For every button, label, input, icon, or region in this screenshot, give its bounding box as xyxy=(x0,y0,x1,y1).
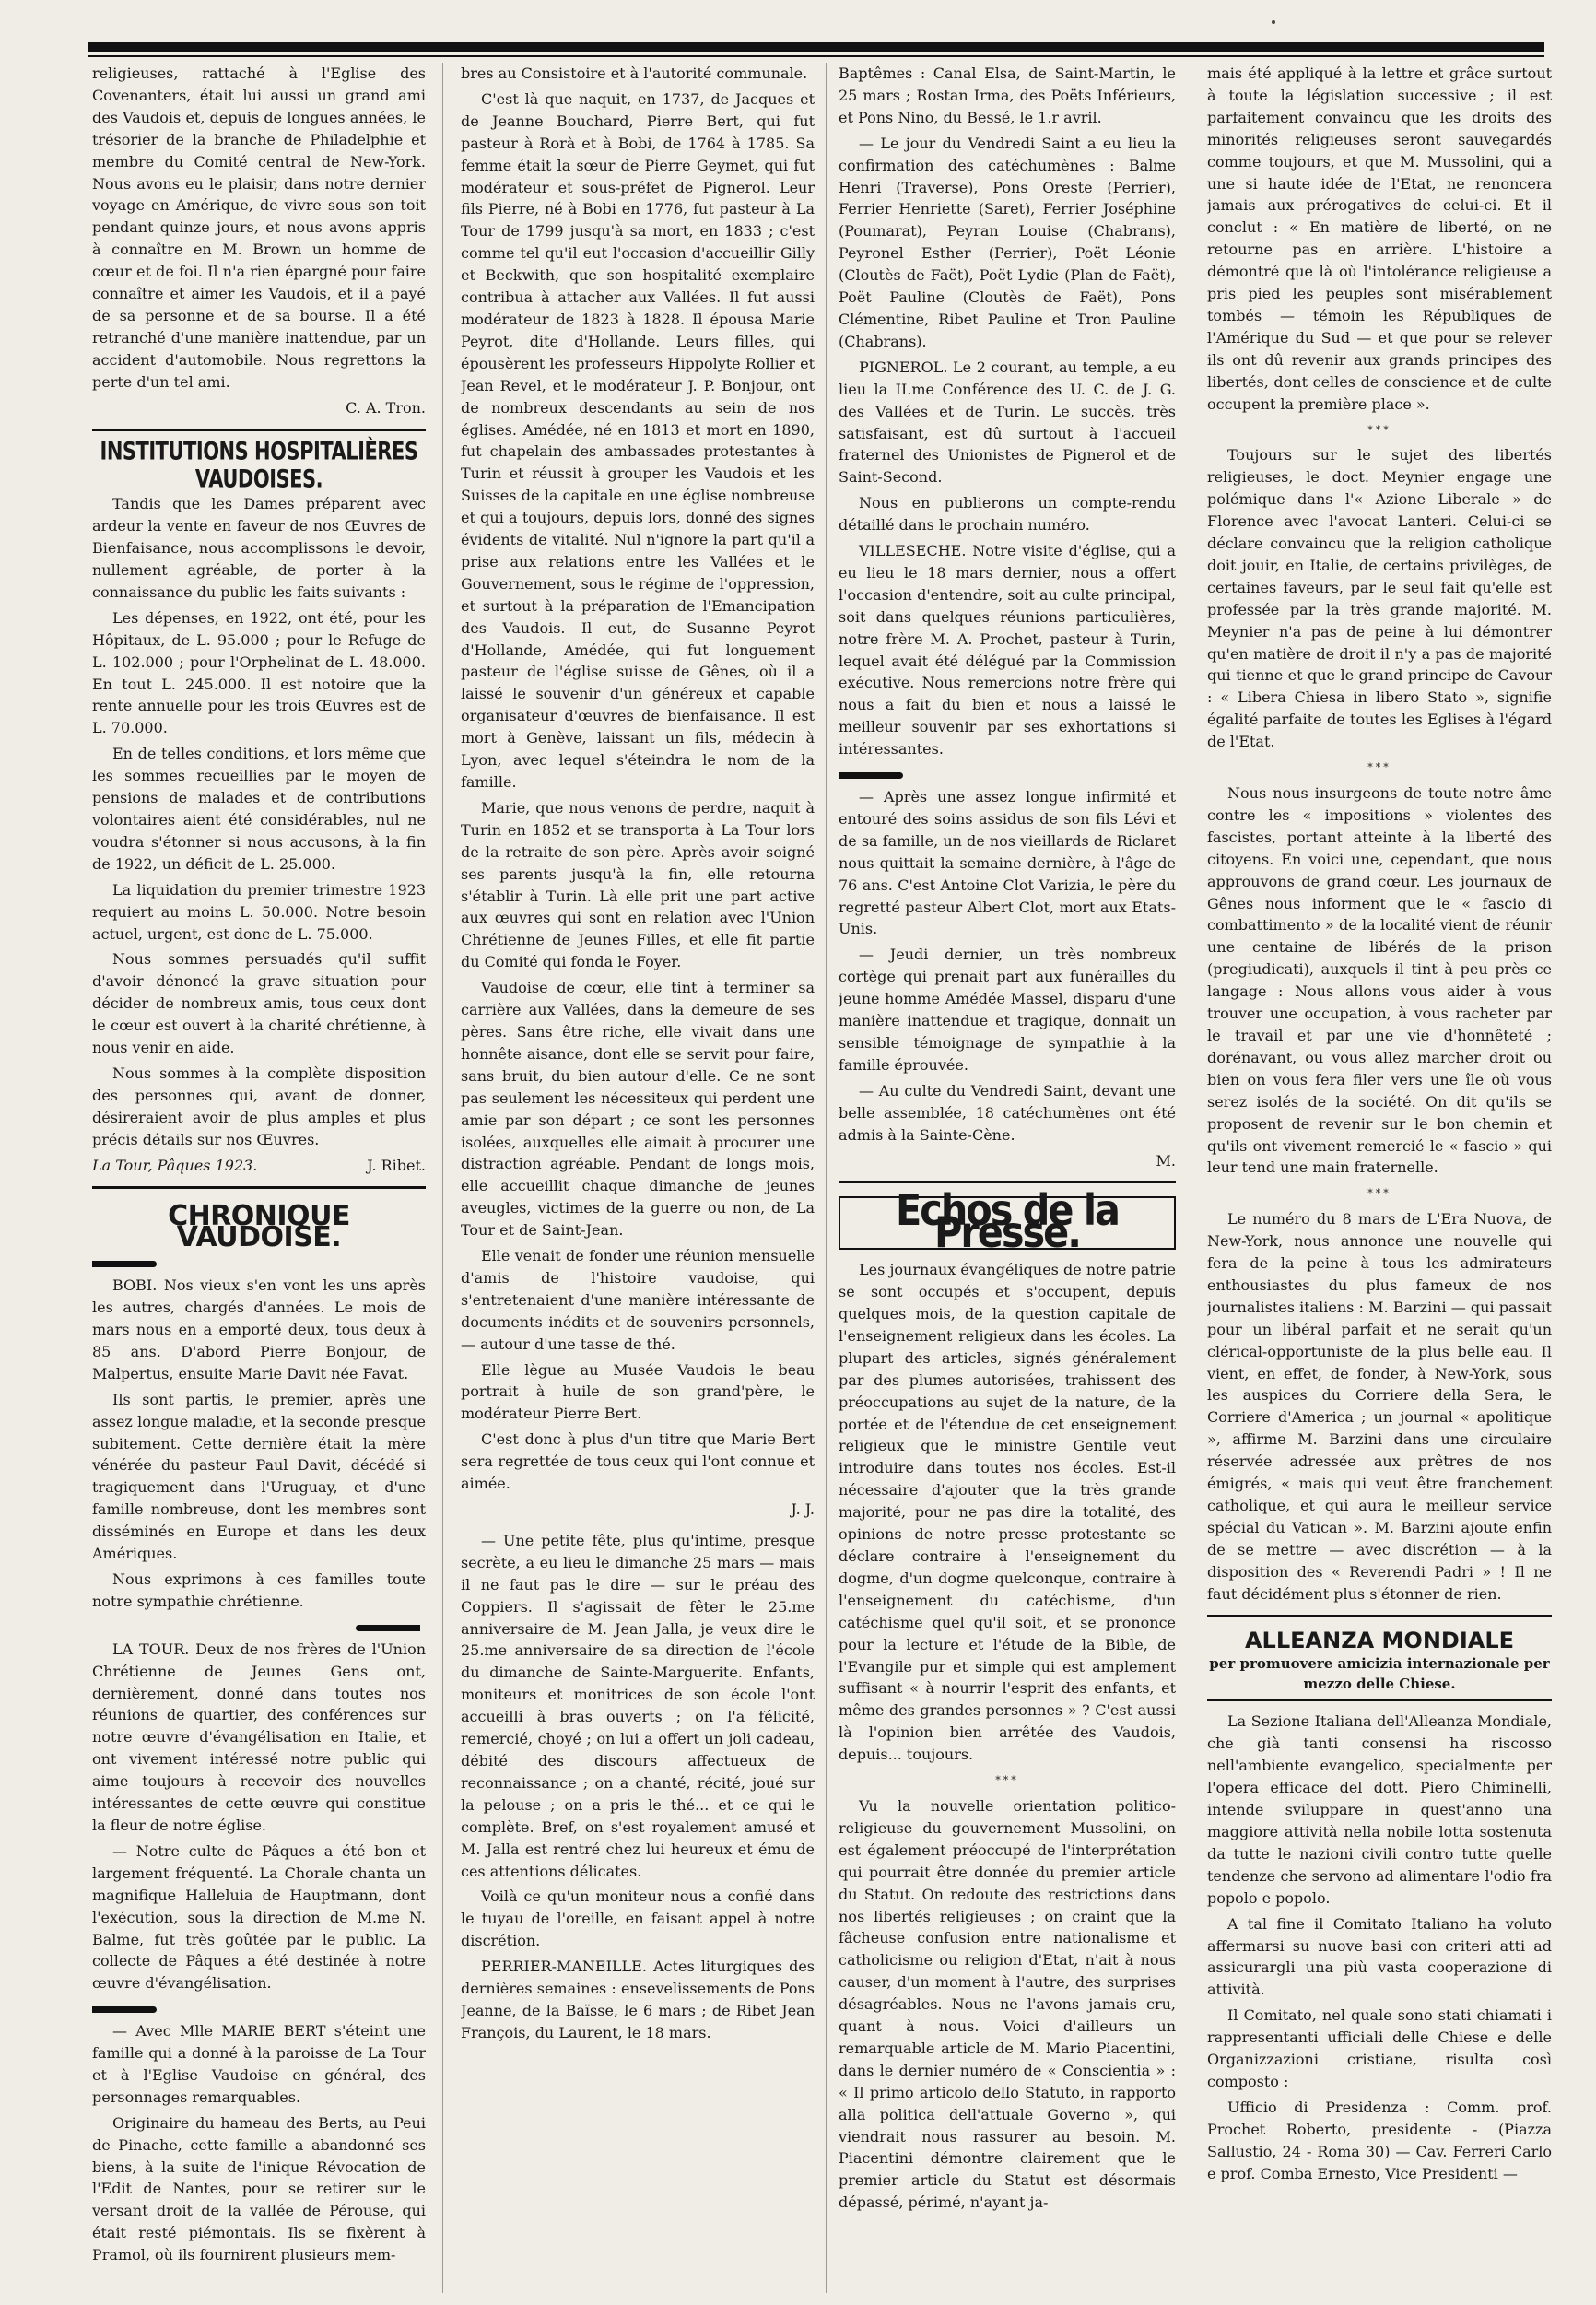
paragraph: Vaudoise de cœur, elle tint à terminer sa carrière aux Vallées, dans la demeure de ses pères. Sans être riche, elle vivait dans une honnête aisance, dont elle se servit pour faire, sans bruit, du bien autour d'elle. Ce ne sont pas seulement les nécessiteux qui perdent une amie par son départ ; ce sont les personnes isolées, auxquelles elle aimait à procurer une distraction agréable. Pendant de longs mois, elle accueillit chaque dimanche de jeunes aveugles, victimes de la guerre ou non, de La Tour et de Saint-Jean. xyxy=(461,979,815,1240)
ornament-mark xyxy=(839,764,1176,786)
paragraph: Vu la nouvelle orientation politico-religieuse du gouvernement Mussolini, on est également préoccupé de l'interprétation qui pourrait être donnée du premier article du Statut. On redoute des restrictions dans nos libertés religieuses ; on craint que la fâcheuse confusion entre nationalisme et catholicisme ou religion d'Etat, n'ait à nous causer, d'un moment à l'autre, des surprises désagréables. Nous ne l'avons jamais cru, quant à nous. Voici d'ailleurs un remarquable article de M. Mario Piacentini, dans le dernier numéro de « Conscientia » : « Il primo articolo dello Statuto, in rapporto alla politica dell'attuale Governo », qui viendrait nous rassurer au besoin. M. Piacentini démontre clairement que le premier article du Statut est désormais dépassé, périmé, n'ayant ja- xyxy=(839,1796,1176,2212)
paragraph: — Notre culte de Pâques a été bon et largement fréquenté. La Chorale chanta un magnifique Halleluia de Hauptmann, dont l'exécution, sous la direction de M.me N. Balme, fut très goûtée par le public. La collecte de Pâques a été destinée à notre œuvre d'évangélisation. xyxy=(92,1841,426,1993)
separator-stars: *** xyxy=(995,1774,1019,1787)
paragraph: A tal fine il Comitato Italiano ha voluto affermarsi su nuove basi con criteri atti ad assicurargli una più vasta cooperazione di attività. xyxy=(1207,1914,1552,1999)
paragraph: C'est là que naquit, en 1737, de Jacques et de Jeanne Bouchard, Pierre Bert, qui fut pasteur à Rorà et à Bobi, de 1764 à 1785. Sa femme était la sœur de Pierre Geymet, qui fut modérateur et sous-préfet de Pignerol. Leur fils Pierre, né à Bobi en 1776, fut pasteur à La Tour de 1799 jusqu'à sa mort, en 1833 ; c'est comme tel qu'il eut l'occasion d'accueillir Gilly et Beckwith, que son hospitalité exemplaire contribua à attacher aux Vallées. Il fut aussi modérateur de 1823 à 1828. Il épousa Marie Peyrot, dite d'Hollande. Leurs filles, qui épousèrent les professeurs Hippolyte Rollier et Jean Revel, et le modérateur J. P. Bonjour, ont de nombreux descendants au sein de nos églises. Amédée, né en 1813 et mort en 1890, fut chapelain des ambassades protestantes à Turin et réussit à grouper les Vaudois et les Suisses de la capitale en une église nombreuse et qui a toujours, depuis lors, donné des signes évidents de vitalité. Nul n'ignore la part qu'il a prise aux relations entre les Vallées et le Gouvernement, sous le régime de l'oppression, et surtout à la préparation de l'Emancipation des Vaudois. Il eut, de Susanne Peyrot d'Hollande, Amédée, qui fut longuement pasteur de l'église suisse de Gênes, où il a laissé le souvenir d'un généreux et capable organisateur d'œuvres de bienfaisance. Il est mort à Genève, laissant un fils, médecin à Lyon, avec lequel s'éteindra le nom de la famille. xyxy=(461,89,815,791)
section-rule xyxy=(1207,1699,1552,1701)
place-date: La Tour, Pâques 1923. xyxy=(92,1156,258,1174)
paragraph: Nous en publierons un compte-rendu détaillé dans le prochain numéro. xyxy=(839,494,1176,535)
ink-speck xyxy=(1272,20,1275,24)
paragraph: Le numéro du 8 mars de L'Era Nuova, de New-York, nous annonce une nouvelle qui fera de la peine à tous les admirateurs enthousiastes du plus fameux de nos journalistes italiens : M. Barzini — qui passait pour un libéral parfait et ne serait qu'un clérical-opportuniste de la plus belle eau. Il vient, en effet, de fonder, à New-York, sous les auspices du Corriere della Sera, le Corriere d'America ; un journal « apolitique », affirme M. Barzini dans une circulaire réservée adressée aux prêtres de nos émigrés, « mais qui veut être franchement catholique, et qui aura le meilleur service spécial du Vatican ». M. Barzini ajoute enfin de se mettre — avec discrétion — à la disposition des « Reverendi Padri » ! Il ne faut décidément plus s'étonner de rien. xyxy=(1207,1210,1552,1603)
echos-heading: Echos de la Presse. xyxy=(839,1196,1176,1250)
ornament-mark xyxy=(92,1998,426,2020)
paragraph: C'est donc à plus d'un titre que Marie Bert sera regrettée de tous ceux qui l'ont connue et aimée. xyxy=(461,1430,815,1493)
paragraph: Nous sommes persuadés qu'il suffit d'avoir dénoncé la grave situation pour décider de nombreux amis, tous ceux dont le cœur est ouvert à la charité chrétienne, à nous venir en aide. xyxy=(92,950,426,1057)
paragraph: Les journaux évangéliques de notre patrie se sont occupés et s'occupent, depuis quelques mois, de la question capitale de l'enseignement religieux dans les écoles. La plupart des articles, signés généralement par des plumes autorisées, trahissent des préoccupations au sujet de la nature, de la portée et de l'étendue de cet enseignement religieux que le ministre Gentile veut introduire dans toutes nos écoles. Est-il nécessaire d'ajouter que la très grande majorité, pour ne pas dire la totalité, des opinions de notre presse protestante se déclare contraire à l'enseignement du dogme, d'un dogme quelconque, contraire à l'enseignement du catéchisme, d'un catéchisme quel qu'il soit, et se prononce pour la lecture et l'étude de la Bible, de l'Evangile pur et simple qui est amplement suffisant « à nourrir l'esprit des enfants, et même des grandes personnes » ? C'est aussi là l'opinion bien arrêtée des Vaudois, depuis... toujours. xyxy=(839,1261,1176,1764)
signature-tron: C. A. Tron. xyxy=(346,398,426,417)
signature-jj: J. J. xyxy=(791,1500,815,1518)
paragraph: — Une petite fête, plus qu'intime, presque secrète, a eu lieu le dimanche 25 mars — mais il ne faut pas le dire — sur le préau des Coppiers. Il s'agissait de fêter le 25.me anniversaire de M. Jean Jalla, je veux dire le 25.me anniversaire de sa direction de l'école du dimanche de Sainte-Marguerite. Enfants, moniteurs et monitrices de son école l'ont accueilli à bras ouverts ; on l'a félicité, remercié, choyé ; on lui a offert un joli cadeau, débité des discours affectueux de reconnaissance ; on a chanté, récité, joué sur la pelouse ; on a pris le thé... et ce qui le complète. Bref, on s'est royalement amusé et M. Jalla est rentré chez lui heureux et ému de ces attentions délicates. xyxy=(461,1531,815,1880)
column-1 xyxy=(92,63,426,2293)
paragraph: Elle lègue au Musée Vaudois le beau portrait à huile de son grand'père, le modérateur Pierre Bert. xyxy=(461,1360,815,1423)
paragraph: Nous exprimons à ces familles toute notre sympathie chrétienne. xyxy=(92,1570,426,1610)
signature-m: M. xyxy=(1156,1151,1176,1170)
brown-obituary: religieuses, rattaché à l'Eglise des Covenanters, était lui aussi un grand ami des Vaudois et, depuis de longues années, le trésorier de la branche de Philadelphie et membre du Comité central de New-York. Nous avons eu le plaisir, dans notre dernier voyage en Amérique, de vivre sous son toit pendant quinze jours, et nous avons appris à connaître en M. Brown un homme de cœur et de foi. Il n'a rien épargné pour faire connaître et aimer les Vaudois, et il a payé de sa personne et de sa bourse. Il a été retranché d'une manière inattendue, par un accident d'automobile. Nous regrettons la perte d'un tel ami. xyxy=(92,65,426,391)
chronique-heading: CHRONIQUE VAUDOISE. xyxy=(168,1199,350,1254)
paragraph: En de telles conditions, et lors même que les sommes recueillies par le moyen de pensions de malades et de contributions volontaires aient été considérables, nul ne voudra s'étonner si nous accusons, à la fin de 1922, un déficit de L. 25.000. xyxy=(92,745,426,873)
paragraph: Marie, que nous venons de perdre, naquit à Turin en 1852 et se transporta à La Tour lors de la retraite de son père. Après avoir soigné ses parents jusqu'à la fin, elle retourna s'établir à Turin. Là elle prit une part active aux œuvres qui sont en relation avec l'Union Chrétienne de Jeunes Filles, et elle fit partie du Comité qui fonda le Foyer. xyxy=(461,798,815,971)
paragraph: — Après une assez longue infirmité et entouré des soins assidus de son fils Lévi et de sa famille, un de nos vieillards de Riclaret nous quittait la semaine dernière, à l'âge de 76 ans. C'est Antoine Clot Varizia, le père du regretté pasteur Albert Clot, mort aux Etats-Unis. xyxy=(839,788,1176,938)
ornament-mark xyxy=(92,1252,426,1275)
paragraph: BOBI. Nos vieux s'en vont les uns après les autres, chargés d'années. Le mois de mars nous en a emporté deux, tous deux à 85 ans. D'abord Pierre Bonjour, de Malpertus, ensuite Marie Davit née Favat. xyxy=(92,1276,426,1382)
separator-stars: *** xyxy=(1367,761,1391,774)
column-3 xyxy=(839,63,1176,2293)
column-divider xyxy=(826,63,827,2293)
section-rule xyxy=(92,1186,426,1189)
section-rule xyxy=(92,429,426,431)
separator-stars: *** xyxy=(1367,1187,1391,1200)
top-rule-thin xyxy=(88,55,1544,57)
paragraph: Ufficio di Presidenza : Comm. prof. Prochet Roberto, presidente - (Piazza Sallustio, 24 - Roma 30) — Cav. Ferreri Carlo e prof. Comba Ernesto, Vice Presidenti — xyxy=(1207,2098,1552,2182)
paragraph: La liquidation du premier trimestre 1923 requiert au moins L. 50.000. Notre besoin actuel, urgent, est donc de L. 75.000. xyxy=(92,880,426,943)
column-4 xyxy=(1207,63,1552,2293)
separator-stars: *** xyxy=(1367,423,1391,436)
section-rule xyxy=(1207,1615,1552,1617)
column-divider xyxy=(442,63,443,2293)
paragraph: Toujours sur le sujet des libertés religieuses, le doct. Meynier engage une polémique dans l'« Azione Liberale » de Florence avec l'avocat Lanteri. Celui-ci se déclare convaincu que la religion catholique doit jouir, en Italie, de certains privilèges, de certaines faveurs, par le seul fait qu'elle est professée par la très grande majorité. M. Meynier n'a pas de peine à lui démontrer qu'en matière de droit il n'y a pas de majorité qui tienne et que le grand principe de Cavour : « Libera Chiesa in libero Stato », signifie égalité parfaite de toutes les Eglises à l'égard de l'Etat. xyxy=(1207,446,1552,751)
paragraph: Tandis que les Dames préparent avec ardeur la vente en faveur de nos Œuvres de Bienfaisance, nous accomplissons le devoir, nullement agréable, de porter à la connaissance du public les faits suivants : xyxy=(92,495,426,601)
alleanza-heading: ALLEANZA MONDIALE xyxy=(1244,1627,1515,1653)
top-rule xyxy=(88,42,1544,52)
paragraph: — Au culte du Vendredi Saint, devant une belle assemblée, 18 catéchumènes ont été admis à la Sainte-Cène. xyxy=(839,1081,1176,1144)
paragraph: — Jeudi dernier, un très nombreux cortège qui prenait part aux funérailles du jeune homme Amédée Massel, disparu d'une manière inattendue et tragique, donnait un sensible témoignage de sympathie à la famille éprouvée. xyxy=(839,946,1176,1074)
paragraph: PERRIER-MANEILLE. Actes liturgiques des dernières semaines : ensevelissements de Pons Jeanne, de la Baïsse, le 6 mars ; de Ribet Jean François, du Laurent, le 18 mars. xyxy=(461,1958,815,2041)
paragraph: Nous nous insurgeons de toute notre âme contre les « impositions » violentes des fascistes, portant atteinte à la liberté des citoyens. En voici une, cependant, que nous approuvons de grand cœur. Les journaux de Gênes nous informent que le « fascio di combattimento » de la localité vient de réunir une centaine de libérés de la prison (pregiudicati), auxquels il tint à peu près ce langage : Nous allons vous aider à vous trouver une occupation, à vous racheter par le travail et par une vie d'honnêteté ; dorénavant, ou vous allez marcher droit ou bien on vous fera filer vers une île où vous serez isolés de la société. On dit qu'ils se proposent de revenir sur le bon chemin et qu'ils ont vivement remercié le « fascio » qui leur tend une main fraternelle. xyxy=(1207,784,1552,1177)
paragraph: Nous sommes à la complète disposition des personnes qui, avant de donner, désireraient avoir de plus amples et plus précis détails sur nos Œuvres. xyxy=(92,1064,426,1148)
paragraph: LA TOUR. Deux de nos frères de l'Union Chrétienne de Jeunes Gens ont, dernièrement, donné dans toutes nos réunions de quartier, des conférences sur notre œuvre d'évangélisation en Italie, et ont vivement intéressé notre public qui aime toujours à recevoir des nouvelles intéressantes de cette œuvre qui constitue la fleur de notre église. xyxy=(92,1640,426,1834)
paragraph: bres au Consistoire et à l'autorité communale. xyxy=(461,65,808,82)
institutions-heading: INSTITUTIONS HOSPITALIÈRES VAUDOISES. xyxy=(100,437,418,493)
paragraph: VILLESECHE. Notre visite d'église, qui a eu lieu le 18 mars dernier, nous a offert l'occasion d'entendre, soit au culte principal, soit dans quelques réunions particulières, notre frère M. A. Prochet, pasteur à Turin, lequel avait été délégué par la Commission exécutive. Nous remercions notre frère qui nous a fait du bien et nous a laissé le meilleur souvenir par ses exhortations si intéressantes. xyxy=(839,542,1176,759)
alleanza-subheading: per promuovere amicizia internazionale per mezzo delle Chiese. xyxy=(1209,1655,1550,1693)
paragraph: Il Comitato, nel quale sono stati chiamati i rappresentanti ufficiali delle Chiese e delle Organizzazioni cristiane, risulta così composto : xyxy=(1207,2006,1552,2090)
paragraph: Voilà ce qu'un moniteur nous a confié dans le tuyau de l'oreille, en faisant appel à notre discrétion. xyxy=(461,1888,815,1950)
section-rule xyxy=(839,1181,1176,1183)
paragraph: Elle venait de fonder une réunion mensuelle d'amis de l'histoire vaudoise, qui s'entretenaient d'une manière intéressante de documents inédits et de souvenirs personnels, — autour d'une tasse de thé. xyxy=(461,1247,815,1353)
paragraph: — Le jour du Vendredi Saint a eu lieu la confirmation des catéchumènes : Balme Henri (Traverse), Pons Oreste (Perrier), Ferrier Henriette (Saret), Ferrier Joséphine (Poumarat), Peyran Louise (Chabrans), Peyronel Esther (Perrier), Poët Léonie (Cloutès de Faët), Poët Lydie (Plan de Faët), Poët Pauline (Cloutès de Faët), Pons Clémentine, Ribet Pauline et Tron Pauline (Chabrans). xyxy=(839,134,1176,350)
institutions-signature xyxy=(92,1155,426,1177)
paragraph: La Sezione Italiana dell'Alleanza Mondiale, che già tanti consensi ha riscosso nell'ambiente evangelico, specialmente per l'opera efficace del dott. Piero Chiminelli, intende sviluppare in quest'anno una maggiore attività nella nobile lotta sostenuta da tutte le nazioni civili contro tutte quelle tendenze che servono ad alimentare l'odio fra popolo e popolo. xyxy=(1207,1712,1552,1907)
paragraph: Originaire du hameau des Berts, au Peui de Pinache, cette famille a abandonné ses biens, à la suite de l'inique Révocation de l'Edit de Nantes, pour se retirer sur le versant droit de la vallée de Pérouse, qui était resté piémontais. Ils se fixèrent à Pramol, où ils fournirent plusieurs mem- xyxy=(92,2113,426,2264)
paragraph: Les dépenses, en 1922, ont été, pour les Hôpitaux, de L. 95.000 ; pour le Refuge de L. 102.000 ; pour l'Orphelinat de L. 48.000. En tout L. 245.000. Il est notoire que la rente annuelle pour les trois Œuvres est de L. 70.000. xyxy=(92,608,426,737)
ornament-mark xyxy=(92,1617,426,1639)
paragraph: PIGNEROL. Le 2 courant, au temple, a eu lieu la II.me Conférence des U. C. de J. G. des Vallées et de Turin. Le succès, très satisfaisant, est dû surtout à l'accueil fraternel des Unionistes de Pignerol et de Saint-Second. xyxy=(839,358,1176,487)
paragraph: Baptêmes : Canal Elsa, de Saint-Martin, le 25 mars ; Rostan Irma, des Poëts Inférieurs, et Pons Nino, du Bessé, le 1.r avril. xyxy=(839,65,1176,126)
signature-ribet: J. Ribet. xyxy=(367,1156,426,1174)
paragraph: — Avec Mlle MARIE BERT s'éteint une famille qui a donné à la paroisse de La Tour et à l'Eglise Vaudoise en général, des personnages remarquables. xyxy=(92,2022,426,2106)
paragraph: Ils sont partis, le premier, après une assez longue maladie, et la seconde presque subitement. Cette dernière était la mère vénérée du pasteur Paul Davit, décédé si tragiquement dans l'Uruguay, et d'une famille nombreuse, dont les membres sont disséminés en Europe et dans les deux Amériques. xyxy=(92,1390,426,1563)
column-2 xyxy=(461,63,815,2293)
paragraph: mais été appliqué à la lettre et grâce surtout à toute la législation successive ; il est parfaitement convaincu que les droits des minorités religieuses seront sauvegardés comme toujours, et que M. Mussolini, qui a une si haute idée de l'Etat, ne renoncera jamais aux prérogatives de celui-ci. Et il conclut : « En matière de liberté, on ne retourne pas en arrière. L'histoire a démontré que là où l'intolérance religieuse a pris pied les peuples sont misérablement tombés — témoin les Républiques de l'Amérique du Sud — et que pour se relever ils ont dû revenir aux grands principes des libertés, dont celles de conscience et de culte occupent la première place ». xyxy=(1207,65,1552,413)
